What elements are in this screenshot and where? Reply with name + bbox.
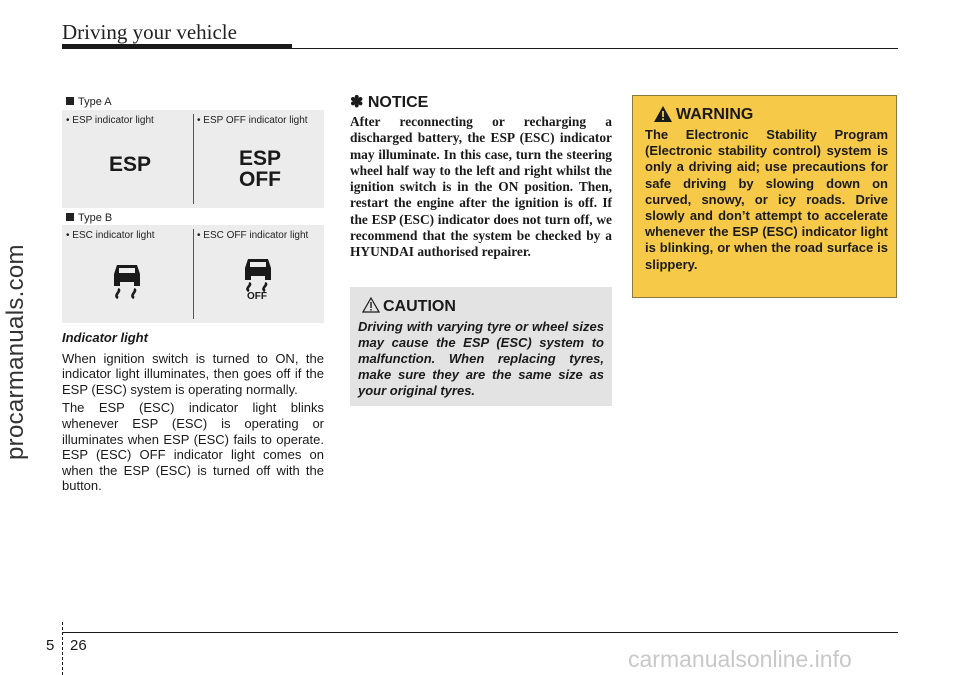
esp-off-line2: OFF [239,168,281,191]
notice-title: NOTICE [367,94,429,111]
esp-off-line1: ESP [238,147,282,170]
square-bullet-icon [66,97,74,105]
warning-triangle-icon [362,297,380,313]
bottom-watermark: carmanualsonline.info [628,646,852,672]
type-a-label-text: Type A [78,96,112,108]
esc-off-symbol-text: OFF [247,291,267,302]
skidding-car-icon [109,261,145,301]
page-number: 26 [70,637,87,654]
panel-divider [193,114,194,204]
warning-title: WARNING [676,106,754,123]
type-b-label [66,212,112,224]
section-title: Driving your vehicle [62,20,237,44]
panel-divider [193,229,194,319]
asterisk-icon: ✽ [350,94,364,111]
square-bullet-icon [66,213,74,221]
footer-divider [62,622,63,675]
esp-indicator-symbol: ESP [108,153,152,176]
type-b-left-caption: • ESC indicator light [66,230,155,241]
header-rule-thin [292,48,898,49]
type-a-label [66,96,112,108]
caution-text: Driving with varying tyre or wheel sizes may cause the ESP (ESC) system to malfunction. When replacing tyres, make sure they are the same size as your original tyres. [358,319,604,398]
footer-rule [62,632,898,633]
type-a-left-caption: • ESP indicator light [66,115,154,126]
notice-heading [350,92,428,112]
type-b-panel [62,225,324,323]
indicator-light-paragraph-2: The ESP (ESC) indicator light blinks whenever ESP (ESC) is operating or illuminates when ESP (ESC) fails to operate. ESP (ESC) OFF indicator light comes on when the ESP (ESC) is turned off with the button. [62,400,324,494]
type-a-panel [62,110,324,208]
type-b-right-caption: • ESC OFF indicator light [197,230,309,241]
side-watermark: procarmanuals.com [2,244,29,460]
indicator-light-subtitle: Indicator light [62,330,148,345]
indicator-light-section [62,330,324,497]
chapter-number: 5 [46,637,55,654]
header-rule-thick [62,44,292,49]
warning-text: The Electronic Stability Program (Electronic stability control) system is only a driving aid; use precautions for safe driving by slowing down on curved, snowy, or icy roads. Drive slowly and don’t attempt to accelerate whenever the ESP (ESC) indicator light is blinking, or when the road surface is slippery. [645,127,888,272]
esp-off-indicator-symbol [228,148,292,190]
warning-triangle-icon [653,105,673,123]
indicator-light-paragraph-1: When ignition switch is turned to ON, the indicator light illuminates, then goes off if the ESP (ESC) system is operating normally. [62,350,324,397]
skidding-car-off-icon [240,255,276,295]
caution-title: CAUTION [383,298,456,315]
type-a-right-caption: • ESP OFF indicator light [197,115,308,126]
notice-text: After reconnecting or recharging a discharged battery, the ESP (ESC) indicator may illuminate. In this case, turn the steering wheel half way to the left and right whilst the ignition switch is in the ON position. Then, restart the engine after the ignition is off. If the ESP (ESC) indicator does not turn off, we recommend that the system be checked by a HYUNDAI authorised repairer. [350,114,612,260]
type-b-label-text: Type B [78,212,113,224]
